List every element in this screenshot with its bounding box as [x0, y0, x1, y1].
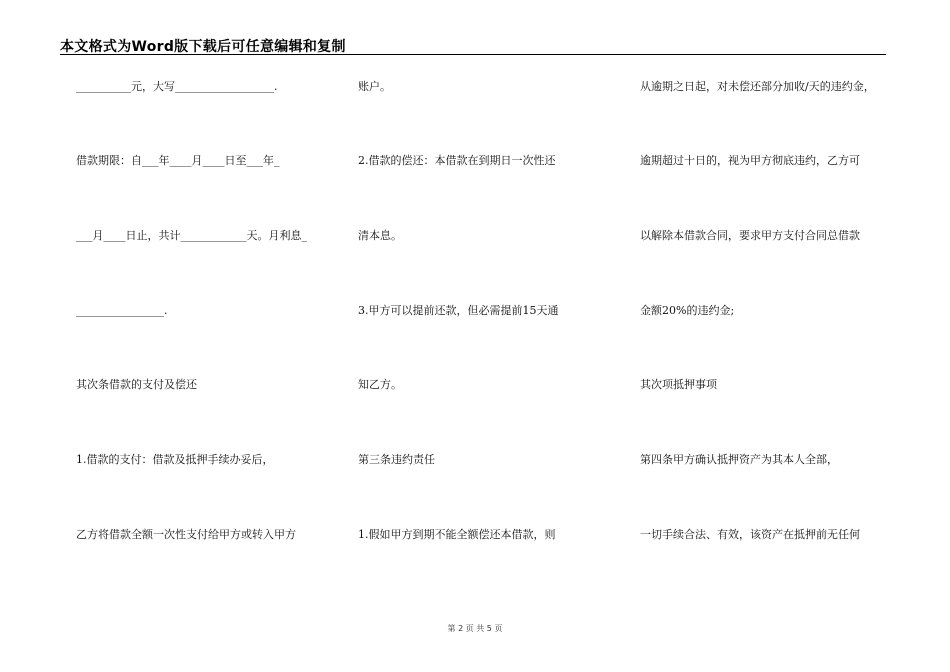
text-line: 其次项抵押事项: [640, 378, 717, 391]
text-line: ___月____日止，共计____________天。月利息_: [76, 229, 307, 242]
text-line: 1.假如甲方到期不能全额偿还本借款，则: [358, 528, 556, 541]
text-line: 借款期限：自___年____月____日至___年_: [76, 154, 280, 167]
text-line: 其次条借款的支付及偿还: [76, 378, 197, 391]
text-line: 从逾期之日起，对未偿还部分加收/天的违约金，: [640, 80, 875, 93]
text-line: 第四条甲方确认抵押资产为其本人全部，: [640, 453, 838, 466]
text-line: 3.甲方可以提前还款，但必需提前15天通: [358, 304, 559, 317]
text-line: 一切手续合法、有效，该资产在抵押前无任何: [640, 528, 860, 541]
header-rule: [60, 54, 886, 55]
page-number-footer: 第 2 页 共 5 页: [447, 624, 503, 633]
text-line: 逾期超过十日的，视为甲方彻底违约，乙方可: [640, 154, 860, 167]
text-line: 1.借款的支付：借款及抵押手续办妥后，: [76, 453, 274, 466]
text-line: 乙方将借款全额一次性支付给甲方或转入甲方: [76, 528, 296, 541]
text-line: ________________.: [76, 304, 168, 317]
text-line: 以解除本借款合同，要求甲方支付合同总借款: [640, 229, 860, 242]
text-line: 知乙方。: [358, 378, 402, 391]
document-header-title: 本文格式为Word版下载后可任意编辑和复制: [60, 39, 346, 55]
text-line: 账户。: [358, 80, 391, 93]
text-line: 清本息。: [358, 229, 402, 242]
text-column-1: [76, 70, 326, 610]
text-line: __________元，大写__________________.: [76, 80, 278, 93]
text-line: 2.借款的偿还：本借款在到期日一次性还: [358, 154, 556, 167]
text-column-3: [640, 70, 895, 610]
text-line: 第三条违约责任: [358, 453, 435, 466]
text-column-2: [358, 70, 608, 610]
text-line: 金额20%的违约金;: [640, 304, 735, 317]
